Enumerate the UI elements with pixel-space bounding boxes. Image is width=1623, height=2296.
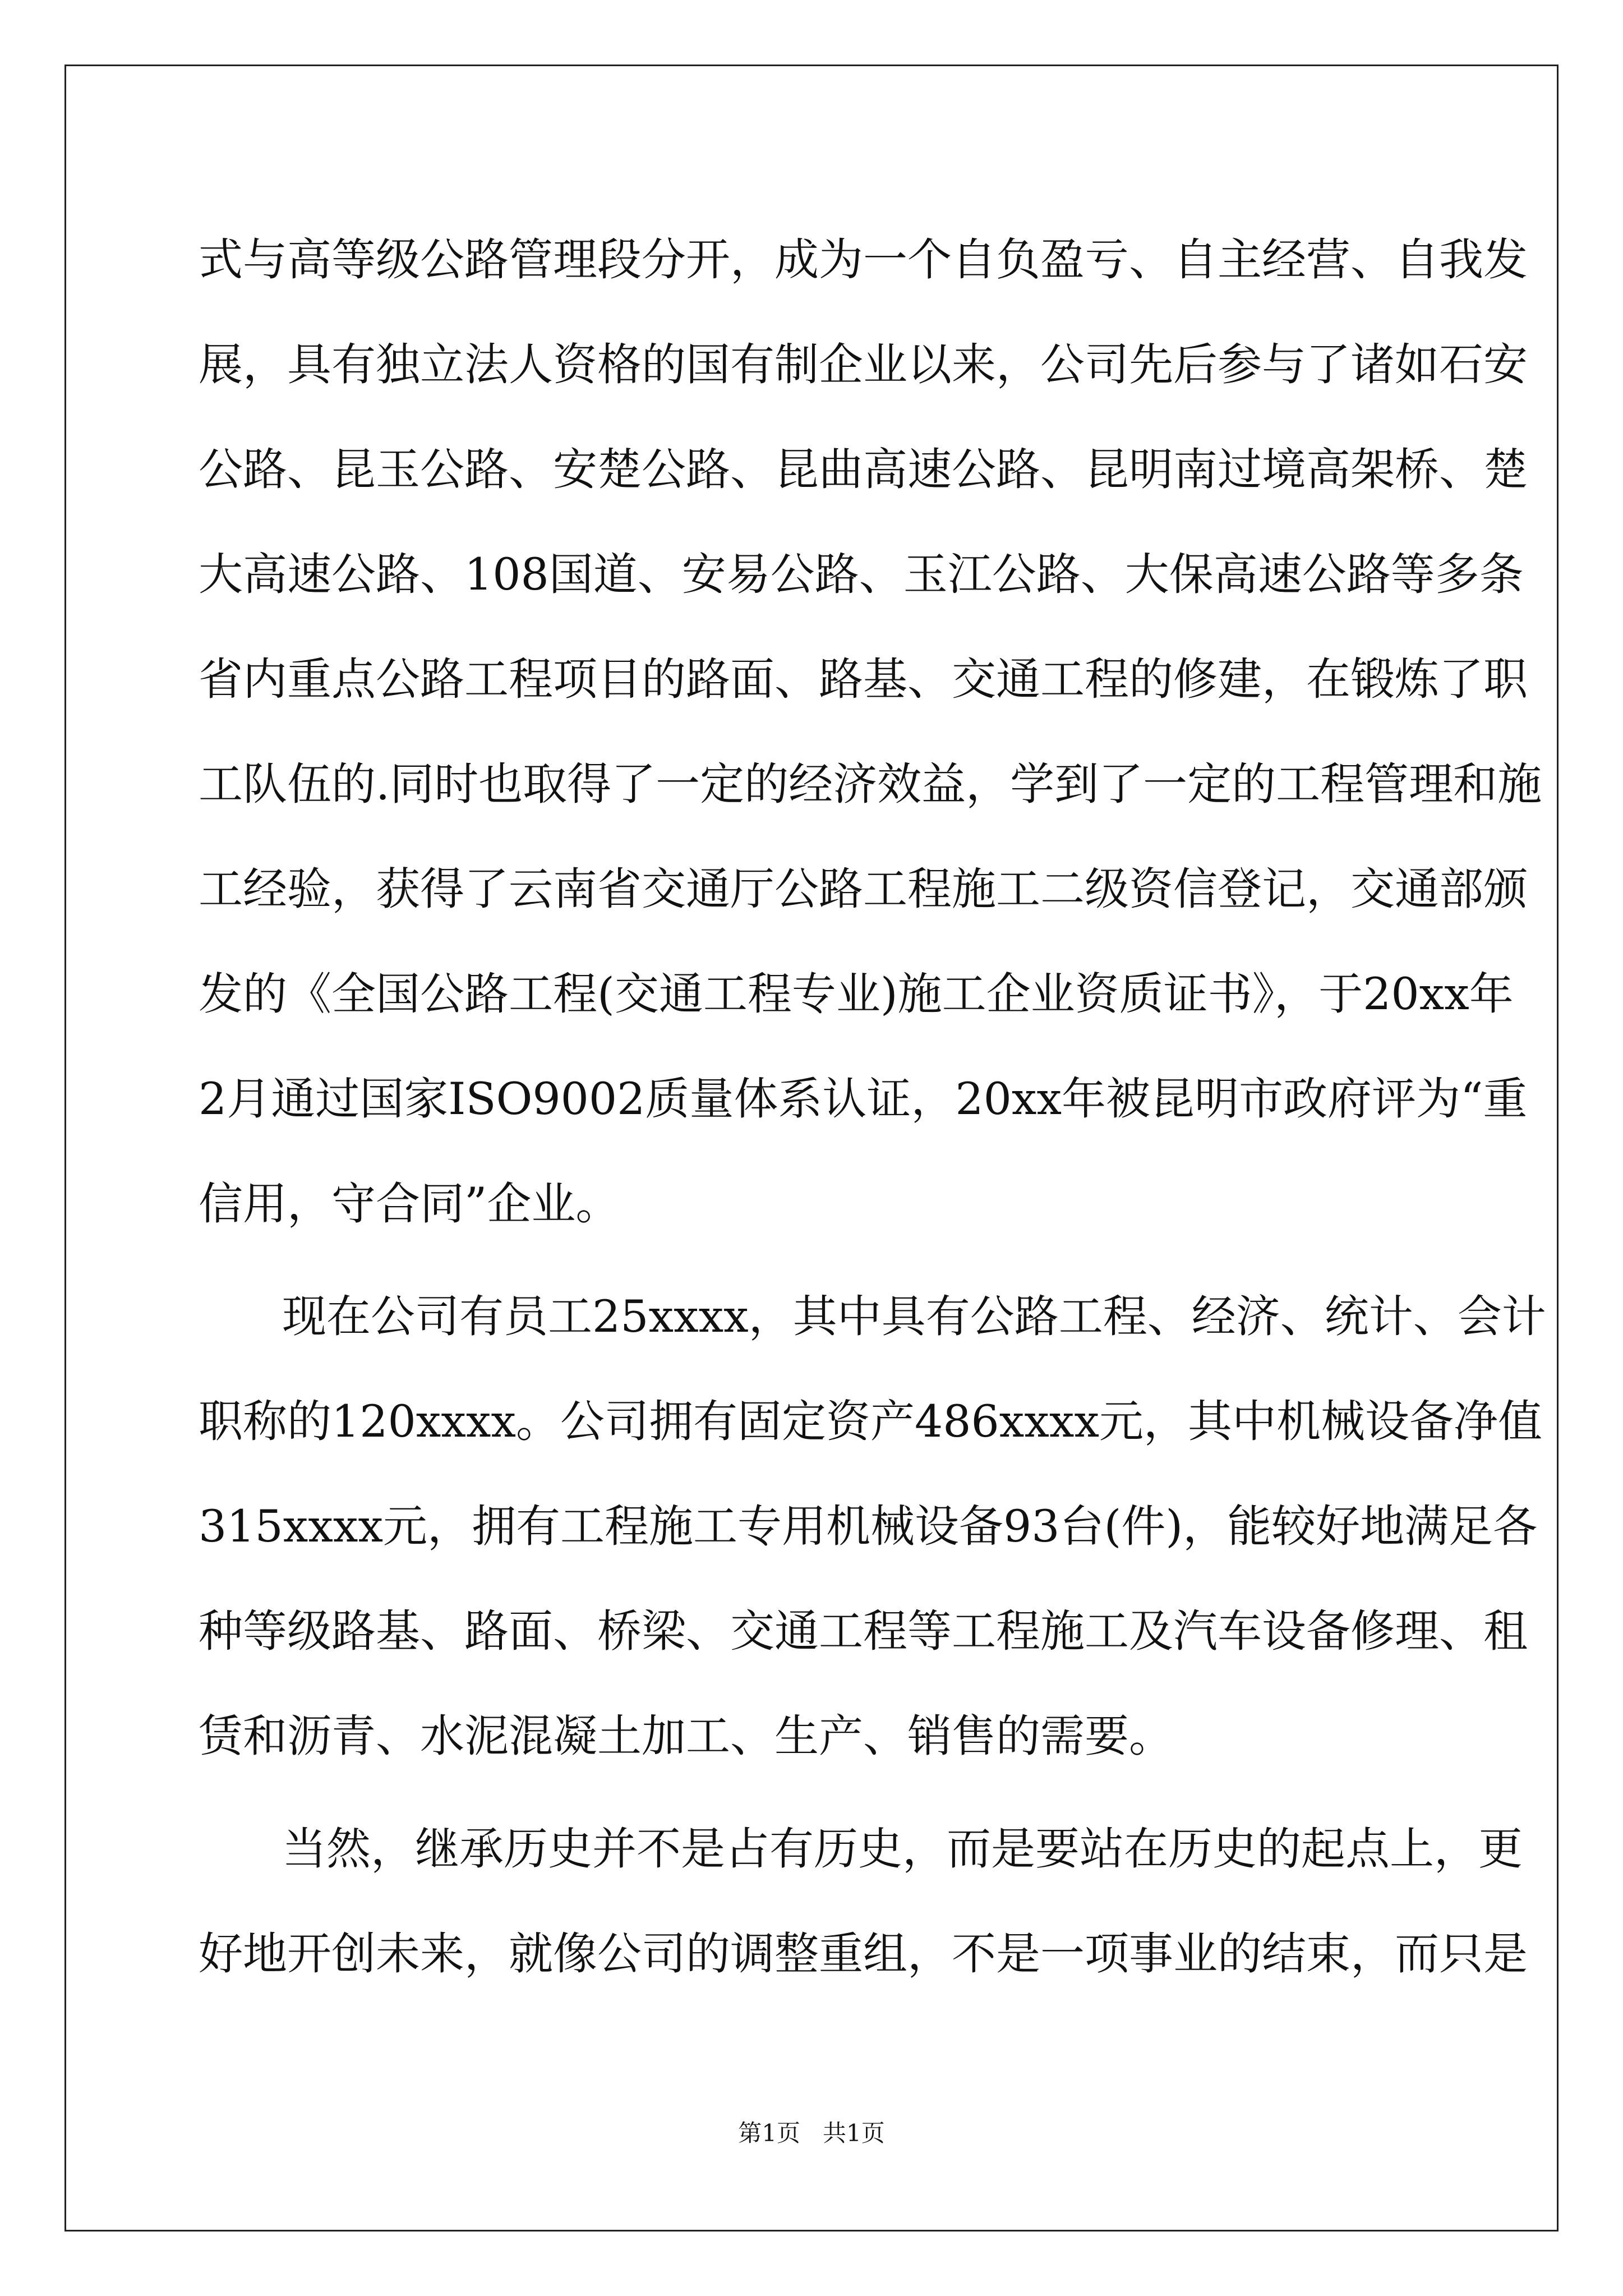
paragraph-2-line-4: 种等级路基、路面、桥梁、交通工程等工程施工及汽车设备修理、租 — [199, 1605, 1528, 1657]
paragraph-1-line-1: 式与高等级公路管理段分开，成为一个自负盈亏、自主经营、自我发 — [199, 234, 1528, 286]
paragraph-gap — [199, 1789, 1427, 1797]
paragraph-2-line-1: 现在公司有员工25xxxx，其中具有公路工程、经济、统计、会计 — [282, 1291, 1546, 1342]
paragraph-2-line-2: 职称的120xxxx。公司拥有固定资产486xxxx元，其中机械设备净值 — [199, 1396, 1542, 1447]
paragraph-1-line-2: 展，具有独立法人资格的国有制企业以来，公司先后参与了诸如石安 — [199, 339, 1528, 390]
paragraph-1-line-5: 省内重点公路工程项目的路面、路基、交通工程的修建，在锻炼了职 — [199, 654, 1528, 705]
paragraph-1-line-4: 大高速公路、108国道、安易公路、玉江公路、大保高速公路等多条 — [199, 549, 1524, 600]
paragraph-1-line-6: 工队伍的.同时也取得了一定的经济效益，学到了一定的工程管理和施 — [199, 758, 1542, 810]
page-footer: 第1页 共1页 — [738, 2119, 885, 2147]
paragraph-2-line-5: 赁和沥青、水泥混凝土加工、生产、销售的需要。 — [199, 1710, 1173, 1762]
paragraph-3-line-2: 好地开创未来，就像公司的调整重组，不是一项事业的结束，而只是 — [199, 1928, 1528, 1980]
paragraph-1-line-9: 2月通过国家ISO9002质量体系认证，20xx年被昆明市政府评为“重 — [199, 1073, 1528, 1125]
paragraph-1-line-8: 发的《全国公路工程(交通工程专业)施工企业资质证书》，于20xx年 — [199, 968, 1514, 1020]
paragraph-1-line-3: 公路、昆玉公路、安楚公路、昆曲高速公路、昆明南过境高架桥、楚 — [199, 444, 1528, 495]
document-body — [199, 208, 1546, 2007]
paragraph-2-line-3: 315xxxx元，拥有工程施工专用机械设备93台(件)，能较好地满足各 — [199, 1501, 1538, 1552]
paragraph-1-line-10: 信用，守合同”企业。 — [199, 1178, 620, 1230]
paragraph-gap — [199, 1257, 1427, 1264]
paragraph-1-line-7: 工经验，获得了云南省交通厅公路工程施工二级资信登记，交通部颁 — [199, 863, 1528, 915]
paragraph-3-line-1: 当然，继承历史并不是占有历史，而是要站在历史的起点上，更 — [282, 1823, 1523, 1875]
